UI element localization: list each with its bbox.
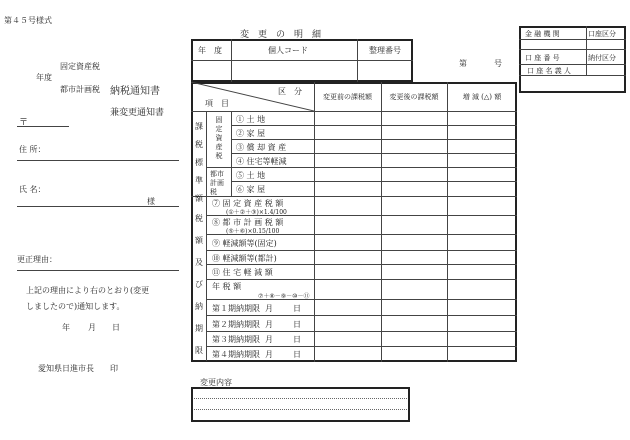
row-housing-relief: ④ 住宅等軽減 [236, 157, 287, 166]
row-land-city: ⑤ 土 地 [236, 171, 266, 180]
group2-label: 税額及び納期限 [195, 214, 203, 355]
fixed-asset-label: 固定資産税 [215, 116, 223, 160]
form-number: 第４５号様式 [4, 16, 52, 25]
period-2-day: 日 [293, 320, 301, 329]
year-field[interactable] [192, 61, 231, 81]
year-header: 年 度 [198, 46, 222, 55]
period-4-day: 日 [293, 350, 301, 359]
reason-line[interactable] [17, 270, 179, 271]
group1-label: 課税標準額 [195, 122, 203, 203]
account-number-label: 口 座 番 号 [525, 54, 560, 62]
personal-code-field[interactable] [232, 61, 357, 81]
details-title: 変 更 の 明 細 [240, 30, 322, 40]
row-house-fixed: ② 家 屋 [236, 129, 266, 138]
row-annual-tax-formula: ⑦＋⑧－⑨－⑩－⑪ [258, 293, 310, 300]
account-type-label: 口座区分 [588, 30, 616, 38]
date-month: 月 [88, 323, 96, 332]
col-after: 変更後の課税額 [389, 93, 439, 101]
item-label: 項 目 [205, 99, 229, 108]
number-suffix: 号 [494, 59, 502, 68]
row-land-fixed: ① 土 地 [236, 115, 266, 124]
account-holder-label: 口 座 名 義 人 [527, 67, 571, 75]
account-holder-field[interactable] [520, 76, 625, 91]
tax-name-city-planning: 都市計画税 [60, 85, 100, 94]
notice-title: 納税通知書 [110, 86, 160, 97]
tax-name-fixed-asset: 固定資産税 [60, 62, 100, 71]
city-planning-label: 都市計画税 [210, 170, 224, 196]
ref-number-header: 整理番号 [369, 46, 401, 55]
row-fixed-tax-formula: (①＋②＋③)×1.4/100 [226, 209, 287, 216]
date-day: 日 [112, 323, 120, 332]
postal-code-line[interactable] [17, 126, 69, 127]
row-relief-city: ⑩ 軽減額等(都計) [212, 254, 277, 263]
ref-number-field[interactable] [358, 61, 412, 81]
period-2-label: 第２期納期限 [212, 320, 260, 329]
row-fixed-tax: ⑦ 固 定 資 産 税 額 [212, 199, 284, 208]
row-house-city: ⑥ 家 屋 [236, 185, 266, 194]
notice-statement: 上記の理由により右のとおり(変更しましたので)通知します。 [26, 286, 150, 311]
payment-type-label: 納付区分 [588, 54, 616, 62]
period-3-month: 月 [265, 335, 273, 344]
notice-subtitle: 兼変更通知書 [110, 108, 165, 118]
period-1-label: 第１期納期限 [212, 304, 260, 313]
number-prefix: 第 [459, 59, 467, 68]
category-label: 区 分 [278, 87, 302, 96]
date-year: 年 [62, 323, 70, 332]
change-contents-label: 変更内容 [200, 378, 232, 387]
row-city-tax: ⑧ 都 市 計 画 税 額 [212, 218, 284, 227]
row-city-tax-formula: (⑤＋⑥)×0.15/100 [226, 228, 280, 235]
seal-mark: 印 [110, 364, 118, 373]
honorific: 様 [147, 197, 155, 206]
reason-label: 更正理由： [17, 255, 57, 264]
period-1-month: 月 [265, 304, 273, 313]
address-line[interactable] [17, 160, 179, 161]
row-relief-fixed: ⑨ 軽減額等(固定) [212, 239, 277, 248]
bank-name-label: 金 融 機 関 [525, 30, 560, 38]
row-annual-tax: 年 税 額 [212, 282, 242, 291]
row-depreciable: ③ 償 却 資 産 [236, 143, 287, 152]
period-1-day: 日 [293, 304, 301, 313]
postal-mark: 〒 [19, 118, 29, 128]
period-3-day: 日 [293, 335, 301, 344]
name-line[interactable] [17, 206, 179, 207]
col-diff: 増 減 (△) 額 [462, 93, 502, 101]
period-4-month: 月 [265, 350, 273, 359]
row-housing-reduction: ⑪ 住 宅 軽 減 額 [212, 268, 273, 277]
address-label: 住 所： [19, 145, 46, 154]
year-label: 年度 [36, 73, 52, 82]
period-2-month: 月 [265, 320, 273, 329]
name-label: 氏 名： [19, 185, 46, 194]
col-before: 変更前の課税額 [323, 93, 372, 101]
change-contents-box[interactable] [191, 387, 410, 422]
period-4-label: 第４期納期限 [212, 350, 260, 359]
period-3-label: 第３期納期限 [212, 335, 260, 344]
personal-code-header: 個人コード [268, 46, 308, 55]
mayor-name: 愛知県日進市長 [38, 364, 94, 373]
